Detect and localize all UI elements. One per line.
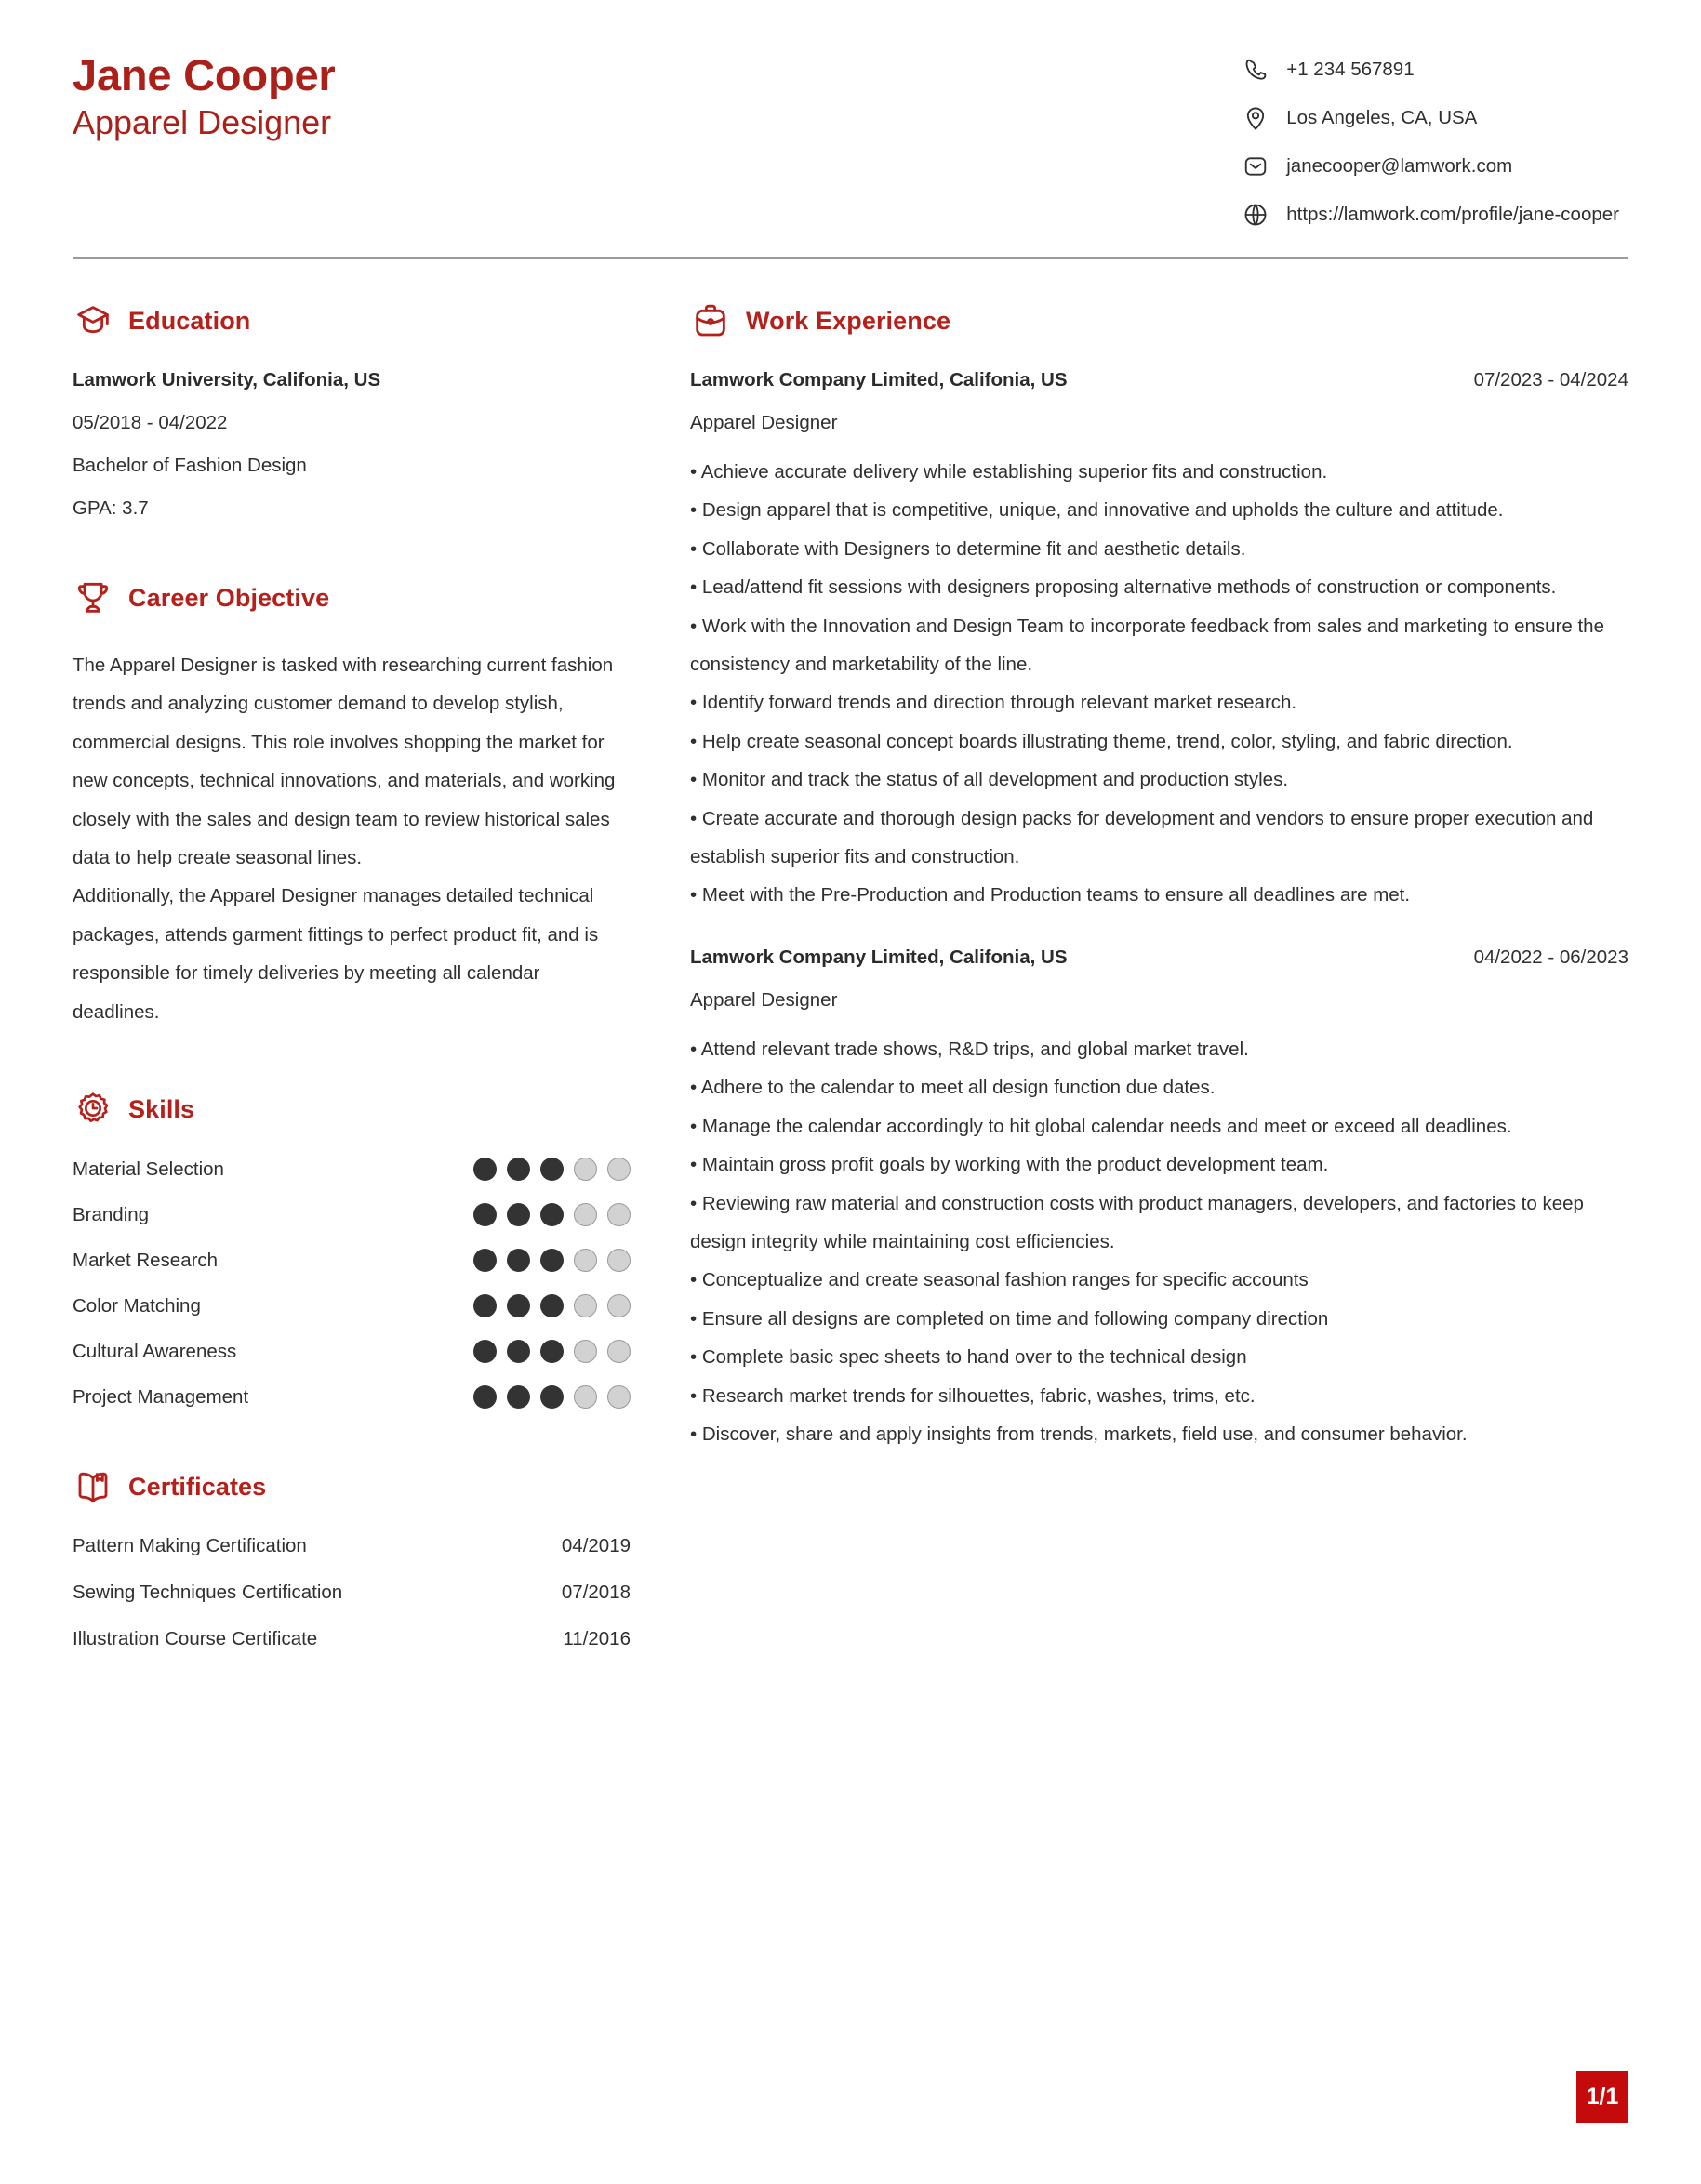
- section-work-experience: [690, 300, 1628, 1453]
- skill-row: [73, 1249, 631, 1272]
- contact-website[interactable]: [1242, 201, 1619, 229]
- work-experience-title: Work Experience: [746, 306, 951, 335]
- page-number-badge: 1/1: [1576, 2071, 1628, 2123]
- contact-email-value: janecooper@lamwork.com: [1286, 155, 1513, 177]
- rating-dot-filled: [507, 1340, 530, 1363]
- email-icon: [1242, 152, 1269, 180]
- rating-dot-filled: [507, 1158, 530, 1181]
- job-entry: [690, 369, 1628, 915]
- certificate-row: [73, 1535, 631, 1557]
- rating-dot-empty: [607, 1385, 631, 1409]
- certificates-list: [73, 1535, 631, 1650]
- resume-sheet: [15, 9, 1686, 2171]
- education-dates: 05/2018 - 04/2022: [73, 412, 228, 433]
- rating-dot-filled: [540, 1158, 564, 1181]
- open-book-icon: [73, 1466, 113, 1507]
- jobs-list: [690, 369, 1628, 1453]
- job-bullet: • Conceptualize and create seasonal fashion ranges for specific accounts: [690, 1269, 1309, 1291]
- job-bullet: • Attend relevant trade shows, R&D trips, and global market travel.: [690, 1038, 1249, 1060]
- rating-dot-filled: [473, 1158, 497, 1181]
- skill-rating-dots: [473, 1203, 631, 1226]
- skill-row: [73, 1294, 631, 1317]
- rating-dot-filled: [540, 1385, 564, 1409]
- skill-name: Material Selection: [73, 1158, 224, 1180]
- rating-dot-filled: [540, 1249, 564, 1272]
- job-bullet-list: [690, 453, 1628, 915]
- job-bullet: • Research market trends for silhouettes, fabric, washes, trims, etc.: [690, 1384, 1256, 1407]
- job-entry: [690, 946, 1628, 1453]
- job-bullet: • Manage the calendar accordingly to hit global calendar needs and meet or exceed all deadlines.: [690, 1115, 1512, 1137]
- work-experience-heading: [690, 300, 1628, 341]
- job-bullet: • Reviewing raw material and construction costs with product managers, developers, and factories to keep design integrity while maintaining cost efficiencies.: [690, 1192, 1584, 1252]
- job-bullet: • Discover, share and apply insights from trends, markets, field use, and consumer behavior.: [690, 1423, 1468, 1445]
- job-header: [690, 946, 1628, 969]
- section-education: [73, 300, 631, 520]
- rating-dot-empty: [574, 1385, 597, 1409]
- job-bullet: • Help create seasonal concept boards illustrating theme, trend, color, styling, and fabric direction.: [690, 730, 1513, 752]
- rating-dot-empty: [574, 1249, 597, 1272]
- certificate-name: Illustration Course Certificate: [73, 1628, 318, 1650]
- job-bullet: • Monitor and track the status of all development and production styles.: [690, 769, 1289, 791]
- rating-dot-empty: [607, 1249, 631, 1272]
- rating-dot-filled: [507, 1249, 530, 1272]
- job-bullet: • Maintain gross profit goals by working with the product development team.: [690, 1154, 1329, 1176]
- rating-dot-empty: [607, 1203, 631, 1226]
- skill-row: [73, 1158, 631, 1181]
- rating-dot-filled: [507, 1385, 530, 1409]
- job-bullet: • Create accurate and thorough design packs for development and vendors to ensure proper execution and establish superior fits and construction.: [690, 807, 1594, 868]
- rating-dot-filled: [473, 1385, 497, 1409]
- job-dates: 04/2022 - 06/2023: [1473, 946, 1628, 968]
- skill-row: [73, 1340, 631, 1363]
- rating-dot-empty: [574, 1203, 597, 1226]
- phone-icon: [1242, 56, 1269, 84]
- contact-phone[interactable]: [1242, 56, 1619, 84]
- rating-dot-empty: [574, 1294, 597, 1317]
- job-bullet: • Achieve accurate delivery while establishing superior fits and construction.: [690, 461, 1328, 483]
- skill-row: [73, 1385, 631, 1409]
- rating-dot-filled: [540, 1294, 564, 1317]
- skill-rating-dots: [473, 1249, 631, 1272]
- education-gpa: GPA: 3.7: [73, 497, 149, 519]
- certificate-name: Pattern Making Certification: [73, 1535, 307, 1557]
- skill-name: Project Management: [73, 1385, 249, 1408]
- job-company: Lamwork Company Limited, Califonia, US: [690, 369, 1068, 390]
- job-bullet: • Lead/attend fit sessions with designers proposing alternative methods of construction or components.: [690, 576, 1557, 599]
- skill-name: Color Matching: [73, 1294, 201, 1317]
- skill-rating-dots: [473, 1294, 631, 1317]
- candidate-role: Apparel Designer: [73, 102, 332, 141]
- career-objective-paragraph-1: The Apparel Designer is tasked with researching current fashion trends and analyzing customer demand to develop stylish, commercial designs. This role involves shopping the market for new concepts, technical innovations, and materials, and working closely with the sales and design team to review historical sales data to help create seasonal lines.: [73, 655, 616, 869]
- left-column: [73, 259, 631, 1708]
- briefcase-icon: [690, 300, 731, 341]
- rating-dot-filled: [540, 1340, 564, 1363]
- job-role: Apparel Designer: [690, 412, 838, 433]
- job-bullet: • Ensure all designs are completed on time and following company direction: [690, 1307, 1329, 1330]
- rating-dot-filled: [507, 1203, 530, 1226]
- rating-dot-filled: [473, 1249, 497, 1272]
- skills-list: [73, 1158, 631, 1409]
- rating-dot-empty: [607, 1158, 631, 1181]
- skills-title: Skills: [128, 1094, 195, 1123]
- rating-dot-filled: [473, 1203, 497, 1226]
- career-objective-heading: [73, 577, 631, 618]
- skill-row: [73, 1203, 631, 1226]
- rating-dot-filled: [507, 1294, 530, 1317]
- certificates-title: Certificates: [128, 1472, 267, 1501]
- job-role: Apparel Designer: [690, 988, 838, 1011]
- certificate-date: 04/2019: [561, 1535, 631, 1557]
- rating-dot-filled: [473, 1340, 497, 1363]
- education-title: Education: [128, 306, 251, 335]
- trophy-icon: [73, 577, 113, 618]
- rating-dot-empty: [574, 1158, 597, 1181]
- candidate-name: Jane Cooper: [73, 50, 336, 99]
- globe-icon: [1242, 201, 1269, 229]
- rating-dot-empty: [607, 1294, 631, 1317]
- job-company: Lamwork Company Limited, Califonia, US: [690, 946, 1068, 968]
- rating-dot-empty: [607, 1340, 631, 1363]
- certificate-row: [73, 1628, 631, 1650]
- certificate-row: [73, 1582, 631, 1604]
- career-objective-title: Career Objective: [128, 583, 330, 612]
- job-bullet: • Collaborate with Designers to determine fit and aesthetic details.: [690, 537, 1246, 560]
- job-bullet-list: [690, 1030, 1628, 1453]
- rating-dot-filled: [473, 1294, 497, 1317]
- skill-name: Branding: [73, 1203, 150, 1225]
- job-bullet: • Identify forward trends and direction through relevant market research.: [690, 692, 1297, 714]
- career-objective-paragraph-2: Additionally, the Apparel Designer manages detailed technical packages, attends garment fittings to perfect product fit, and is responsible for timely deliveries by meeting all calendar deadlines.: [73, 885, 599, 1023]
- right-column: [631, 259, 1628, 1511]
- certificate-name: Sewing Techniques Certification: [73, 1582, 343, 1604]
- certificates-heading: [73, 1466, 631, 1507]
- job-dates: 07/2023 - 04/2024: [1473, 369, 1628, 390]
- gear-clock-icon: [73, 1089, 113, 1130]
- rating-dot-filled: [540, 1203, 564, 1226]
- skill-name: Market Research: [73, 1249, 219, 1271]
- section-skills: [73, 1089, 631, 1409]
- skills-heading: [73, 1089, 631, 1130]
- contact-list: [1242, 56, 1619, 229]
- education-degree: Bachelor of Fashion Design: [73, 455, 307, 476]
- job-bullet: • Meet with the Pre-Production and Production teams to ensure all deadlines are met.: [690, 884, 1411, 907]
- skill-rating-dots: [473, 1340, 631, 1363]
- identity-block: [73, 45, 336, 143]
- skill-name: Cultural Awareness: [73, 1340, 237, 1362]
- body-columns: [15, 259, 1686, 1708]
- contact-phone-value: +1 234 567891: [1286, 59, 1415, 80]
- certificate-date: 11/2016: [563, 1628, 631, 1650]
- job-bullet: • Design apparel that is competitive, unique, and innovative and upholds the culture and attitude.: [690, 499, 1504, 522]
- job-bullet: • Complete basic spec sheets to hand over to the technical design: [690, 1346, 1247, 1369]
- contact-location[interactable]: [1242, 104, 1619, 132]
- career-objective-body: [73, 646, 631, 1031]
- certificate-date: 07/2018: [561, 1582, 631, 1604]
- location-icon: [1242, 104, 1269, 132]
- job-bullet: • Adhere to the calendar to meet all design function due dates.: [690, 1077, 1216, 1099]
- education-heading: [73, 300, 631, 341]
- job-bullet: • Work with the Innovation and Design Team to incorporate feedback from sales and marketing to ensure the consistency and marketability of the line.: [690, 615, 1604, 676]
- rating-dot-empty: [574, 1340, 597, 1363]
- job-header: [690, 369, 1628, 391]
- section-career-objective: [73, 577, 631, 1031]
- section-certificates: [73, 1466, 631, 1650]
- skill-rating-dots: [473, 1385, 631, 1409]
- skill-rating-dots: [473, 1158, 631, 1181]
- graduation-cap-icon: [73, 300, 113, 341]
- contact-website-value: https://lamwork.com/profile/jane-cooper: [1286, 204, 1619, 225]
- contact-location-value: Los Angeles, CA, USA: [1286, 107, 1478, 128]
- education-school: Lamwork University, Califonia, US: [73, 369, 381, 390]
- contact-email[interactable]: [1242, 152, 1619, 180]
- resume-header: [15, 9, 1686, 229]
